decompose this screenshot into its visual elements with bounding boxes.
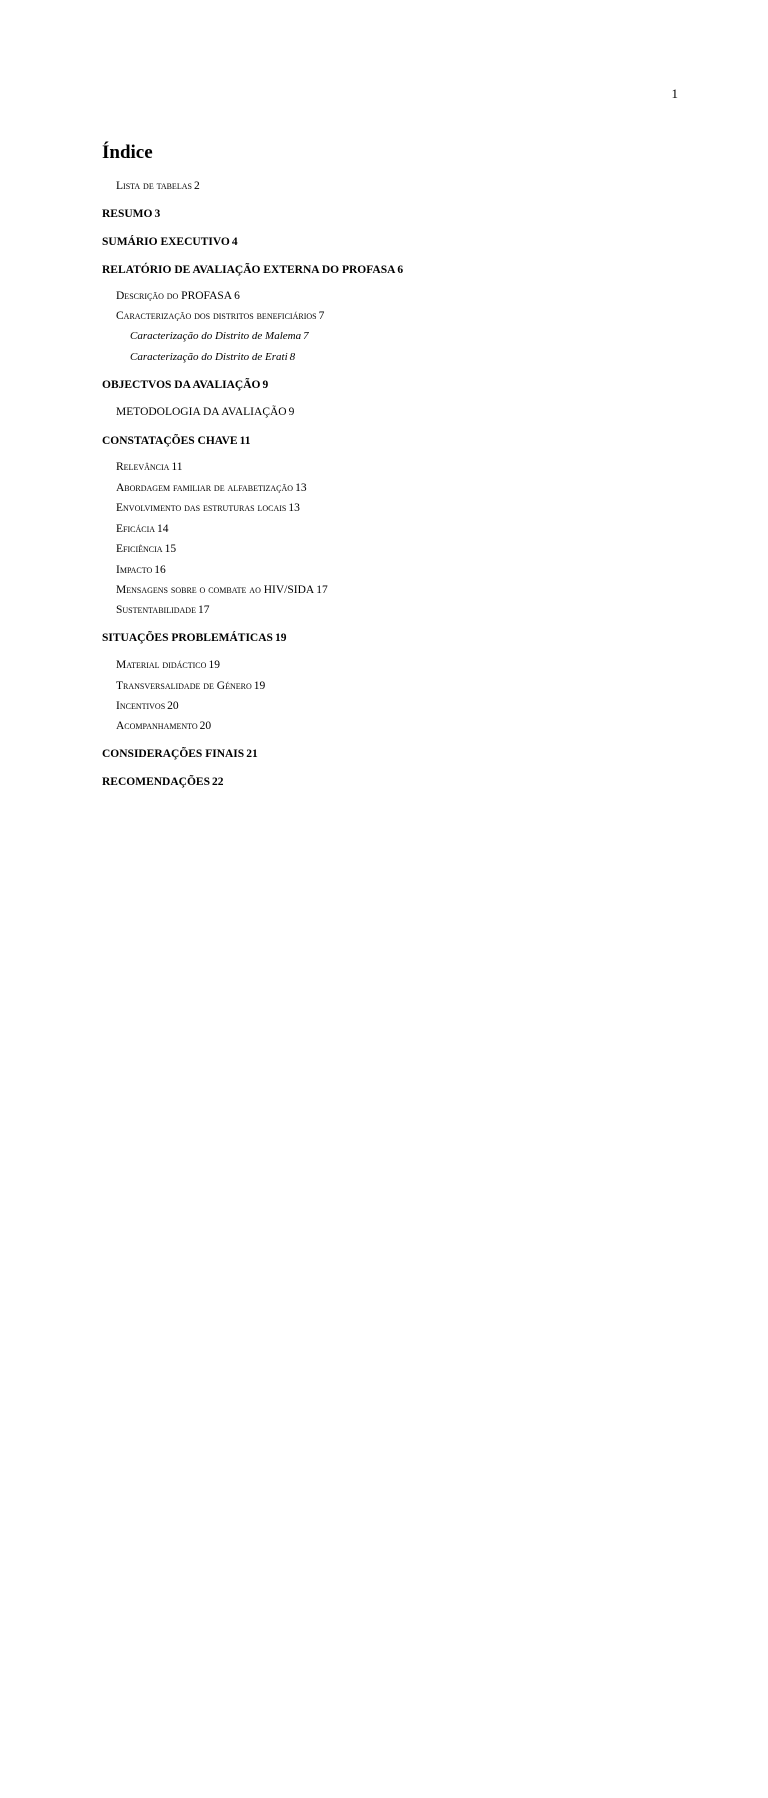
toc-entry-label: Envolvimento das estruturas locais (116, 502, 287, 514)
toc-entry-label: Caracterização do Distrito de Malema (130, 330, 302, 342)
toc-entry-recomendacoes[interactable] (102, 774, 678, 1798)
toc-entry-label: RECOMENDAÇÕES (102, 776, 210, 788)
toc-entry-page: 3 (154, 208, 161, 220)
toc-entry-label: METODOLOGIA DA AVALIAÇÃO (116, 406, 287, 418)
toc-entry-page: 21 (246, 748, 258, 760)
toc-entry-page: 6 (397, 264, 404, 276)
toc-entry-page: 19 (274, 632, 287, 644)
toc-entry-label: SUMÁRIO EXECUTIVO (102, 236, 230, 248)
toc-entry-label: Eficácia (116, 523, 156, 535)
toc-entry-page: 20 (199, 720, 212, 732)
toc-entry-label: RESUMO (102, 208, 153, 220)
toc-entry-label: Relevância (116, 461, 170, 473)
toc-entry-label: Caracterização dos distritos beneficiários (116, 310, 317, 322)
toc-entry-page: 17 (316, 584, 328, 596)
toc-entry-label: Descrição do PROFASA (116, 290, 233, 302)
toc-entry-page: 13 (288, 502, 300, 514)
toc-entry-page: 9 (288, 406, 295, 418)
toc-entry-label: CONSTATAÇÕES CHAVE (102, 435, 238, 447)
page-number: 1 (671, 86, 678, 101)
toc-entry-label: Incentivos (116, 700, 166, 712)
toc-entry-label: OBJECTVOS DA AVALIAÇÃO (102, 379, 261, 391)
toc-entry-page: 7 (318, 310, 325, 322)
toc-entry-page: 13 (295, 482, 307, 494)
toc-entry-page: 9 (262, 379, 269, 391)
toc-entry-page: 17 (197, 604, 210, 616)
toc-entry-page: 7 (303, 330, 309, 342)
toc-entry-page: 2 (193, 180, 200, 192)
toc-entry-page: 6 (234, 290, 240, 302)
toc-entry-page: 14 (157, 523, 169, 535)
toc-entry-page: 20 (167, 700, 179, 712)
toc-entry-page: 16 (154, 564, 166, 576)
toc-entry-page: 22 (211, 776, 224, 788)
toc-entry-label: Caracterização do Distrito de Erati (130, 351, 288, 363)
toc-entry-page: 19 (253, 680, 266, 692)
toc-entry-label: Eficiência (116, 543, 163, 555)
toc-entry-label: RELATÓRIO DE AVALIAÇÃO EXTERNA DO PROFASA (102, 264, 396, 276)
toc-entry-label: SITUAÇÕES PROBLEMÁTICAS (102, 632, 273, 644)
toc-entry-page: 19 (208, 659, 220, 671)
toc-entry-label: Sustentabilidade (116, 604, 196, 616)
toc-entry-label: Abordagem familiar de alfabetização (116, 482, 294, 494)
toc-entry-page: 15 (164, 543, 177, 555)
toc-entry-page: 11 (171, 461, 183, 473)
toc-entry-page: 11 (239, 435, 251, 447)
toc-entry-label: CONSIDERAÇÕES FINAIS (102, 748, 245, 760)
toc-entry-label: Material didáctico (116, 659, 207, 671)
toc-entry-page: 8 (289, 351, 296, 363)
toc-entry-page: 4 (231, 236, 238, 248)
toc-entry-label: Mensagens sobre o combate ao HIV/SIDA (116, 584, 315, 596)
toc-entry-label: Lista de tabelas (116, 180, 192, 192)
toc-title: Índice (102, 142, 153, 163)
toc-entry-label: Impacto (116, 564, 153, 576)
toc-entry-label: Acompanhamento (116, 720, 198, 732)
toc-entry-label: Transversalidade de Género (116, 680, 252, 692)
